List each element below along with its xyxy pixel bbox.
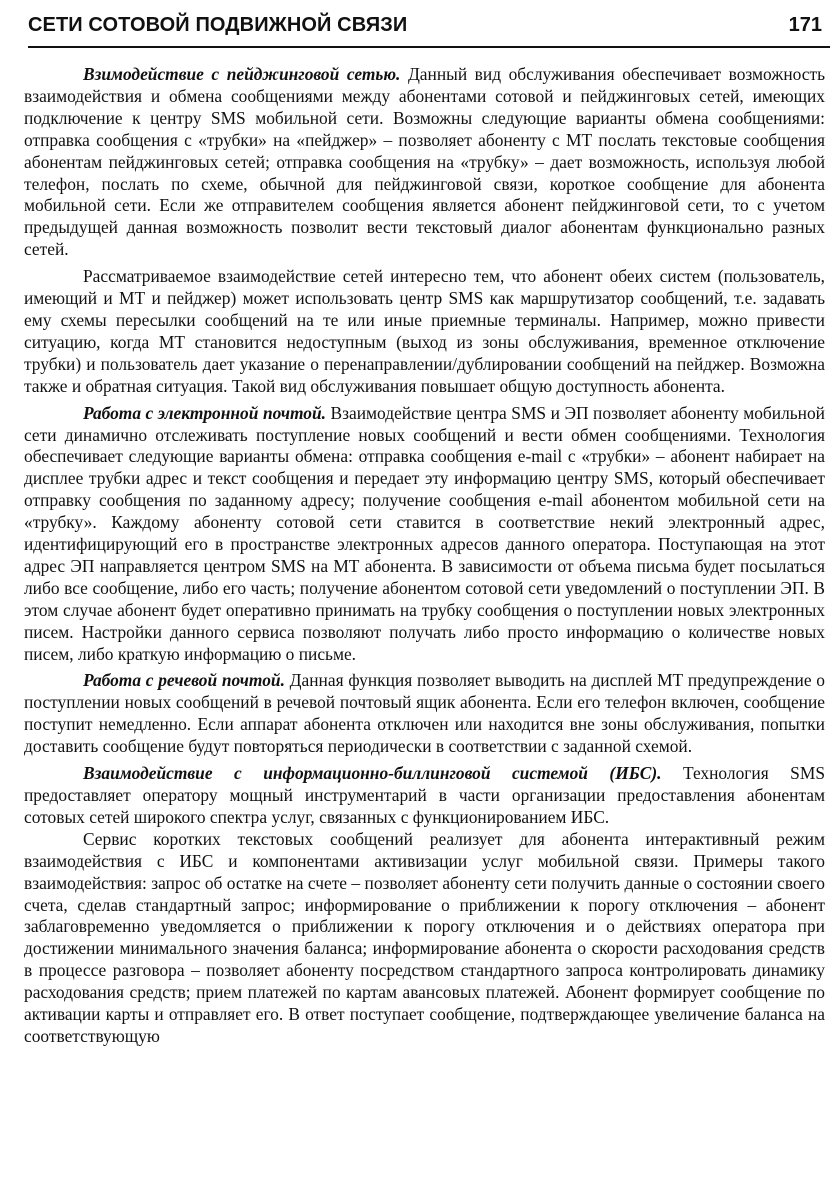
paragraph-heading: Работа с речевой почтой. <box>83 670 285 691</box>
running-header <box>28 4 830 48</box>
page-number: 171 <box>788 14 822 36</box>
paragraph-paging-network <box>24 64 825 261</box>
paragraph-sms-service <box>24 829 825 1048</box>
paragraph-text: Рассматриваемое взаимодействие сетей интересно тем, что абонент обеих систем (пользователь, имеющий и МТ и пейджер) может использовать центр SMS как маршрутизатор сообщений, т.е. задавать ему схемы пересылки сообщений на те или иные приемные терминалы. Например, можно привести ситуацию, когда МТ становится недоступным (выход из зоны обслуживания, временное отключение трубки) и пользователь дает указание о перенаправлении/дублировании сообщений на пейджер. Возможна также и обратная ситуация. Такой вид обслуживания повышает общую доступность абонента. <box>24 266 825 396</box>
paragraph-billing-system <box>24 763 825 829</box>
paragraph-text: Взаимодействие центра SMS и ЭП позволяет абоненту мобильной сети динамично отслеживать поступление новых сообщений и вести обмен сообщениями. Технология обеспечивает следующие варианты обмена: отправка сообщения e-mail с «трубки» – абонент набирает на дисплее трубки адрес и текст сообщения и передает эту информацию центру SMS, который обеспечивает отправку сообщения по заданному адресу; получение сообщения e-mail абонентом мобильной сети на «трубку». Каждому абоненту сотовой сети ставится в соответствие некий электронный адрес, идентифицирующий его в пространстве электронных адресов данного оператора. Поступающая на этот адрес ЭП направляется центром SMS на МТ абонента. В зависимости от объема письма будет посылаться либо все сообщение, либо его часть; получение абонентом сотовой сети уведомлений о поступлении ЭП. В этом случае абонент будет оперативно принимать на трубку сообщения о поступлении новых электронных писем. Настройки данного сервиса позволяют получать либо просто информацию о количестве новых писем, либо краткую информацию о письме. <box>24 402 825 664</box>
body-text <box>24 64 825 1048</box>
paragraph-voice-mail <box>24 670 825 758</box>
paragraph-heading: Работа с электронной почтой. <box>83 402 327 423</box>
paragraph-heading: Взаимодействие с информационно-биллинговой системой (ИБС). <box>83 763 662 784</box>
paragraph-heading: Взимодействие с пейджинговой сетью. <box>83 64 401 84</box>
paragraph-text: Сервис коротких текстовых сообщений реализует для абонента интерактивный режим взаимодействия с ИБС и компонентами активизации услуг мобильной связи. Примеры такого взаимодействия: запрос об остатке на счете – позволяет абоненту сети получить данные о состоянии своего счета, сделав стандартный запрос; информирование о приближении к порогу отключения – абонент заблаговременно уведомляется о приближении к порогу отключения и о действиях оператора при достижении минимального значения баланса; информирование абонента о скорости расходования средств в процессе разговора – позволяет абоненту посредством стандартного запроса контролировать динамику расходования средств; прием платежей по картам авансовых платежей. Абонент формирует сообщение по активации карты и отправляет его. В ответ поступает сообщение, подтверждающее увеличение баланса на соответствующую <box>24 828 825 1046</box>
paragraph-text: Технология SMS предоставляет оператору мощный инструментарий в части организации предоставления абонентам сотовых сетей широкого спектра услуг, связанных с функционированием ИБС. <box>24 763 825 827</box>
paragraph-network-interaction <box>24 266 825 397</box>
paragraph-email <box>24 403 825 666</box>
paragraph-text: Данная функция позволяет выводить на дисплей МТ предупреждение о поступлении новых сообщений в речевой почтовый ящик абонента. Если его телефон включен, сообщение поступит немедленно. Если аппарат абонента отключен или находится вне зоны обслуживания, попытки доставить сообщение будут повторяться периодически в соответствии с заданной схемой. <box>24 670 825 757</box>
paragraph-text: Данный вид обслуживания обеспечивает возможность взаимодействия и обмена сообщениями между абонентами сотовой и пейджинговых сетей, имеющих подключение к центру SMS мобильной сети. Возможны следующие варианты обмена сообщениями: отправка сообщения с «трубки» на «пейджер» – позволяет абоненту с МТ послать текстовые сообщения абонентам пейджинговых сетей; отправка сообщения на «трубку» – дает возможность, используя любой телефон, послать по схеме, обычной для пейджинговой связи, короткое сообщение для абонента мобильной сети. Если же отправителем сообщения является абонент пейджинговой сети, то с учетом предыдущей данная возможность позволит вести текстовый диалог абонентам функционально разных сетей. <box>24 64 826 260</box>
header-title: СЕТИ СОТОВОЙ ПОДВИЖНОЙ СВЯЗИ <box>28 14 408 36</box>
